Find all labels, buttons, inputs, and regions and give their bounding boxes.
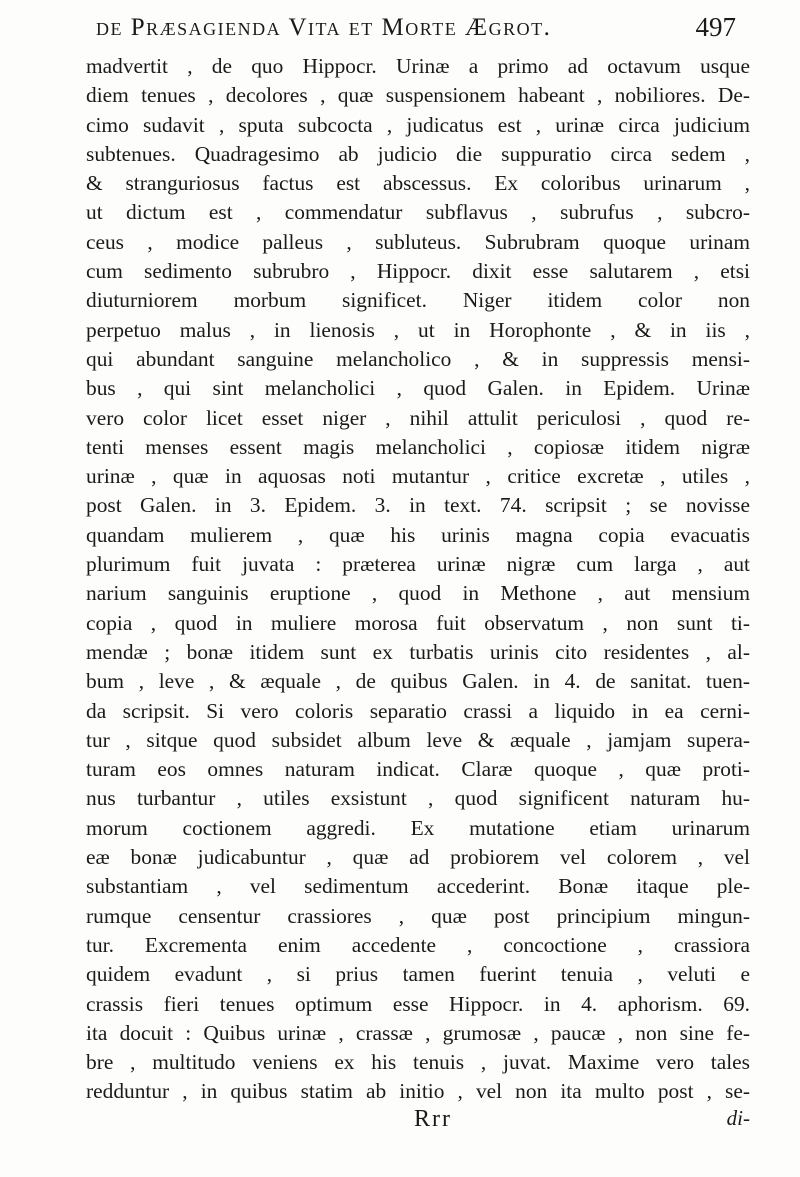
page-footer — [86, 1106, 750, 1138]
text-line: eæ bonæ judicabuntur , quæ ad probiorem vel colorem , vel — [86, 845, 750, 870]
text-line: bum , leve , & æquale , de quibus Galen. in 4. de sanitat. tuen- — [86, 669, 750, 694]
text-line: morum coctionem aggredi. Ex mutatione etiam urinarum — [86, 815, 750, 840]
text-line: subtenues. Quadragesimo ab judicio die suppuratio circa sedem , — [86, 141, 750, 166]
text-line: bre , multitudo veniens ex his tenuis , juvat. Maxime vero tales — [86, 1050, 750, 1075]
text-line: perpetuo malus , in lienosis , ut in Horophonte , & in iis , — [86, 317, 750, 342]
text-line: tur. Excrementa enim accedente , concoctione , crassiora — [86, 932, 750, 957]
text-line: cimo sudavit , sputa subcocta , judicatus est , urinæ circa judicium — [86, 112, 750, 137]
text-line: ut dictum est , commendatur subflavus , subrufus , subcro- — [86, 200, 750, 225]
signature-mark: Rrr — [414, 1106, 452, 1132]
text-line: da scripsit. Si vero coloris separatio crassi a liquido in ea cerni- — [86, 698, 750, 723]
text-line: quandam mulierem , quæ his urinis magna copia evacuatis — [86, 522, 750, 547]
text-line: bus , qui sint melancholici , quod Galen. in Epidem. Urinæ — [86, 376, 750, 401]
text-line: redduntur , in quibus statim ab initio , vel non ita multo post , se- — [86, 1079, 750, 1104]
text-line: diem tenues , decolores , quæ suspensionem habeant , nobiliores. De- — [86, 83, 750, 108]
text-line: cum sedimento subrubro , Hippocr. dixit esse salutarem , etsi — [86, 259, 750, 284]
text-line: nus turbantur , utiles exsistunt , quod significent naturam hu- — [86, 786, 750, 811]
text-line: copia , quod in muliere morosa fuit observatum , non sunt ti- — [86, 610, 750, 635]
text-line: mendæ ; bonæ itidem sunt ex turbatis urinis cito residentes , al- — [86, 639, 750, 664]
text-line: substantiam , vel sedimentum accederint. Bonæ itaque ple- — [86, 874, 750, 899]
text-line: plurimum fuit juvata : præterea urinæ nigræ cum larga , aut — [86, 552, 750, 577]
text-line: rumque censentur crassiores , quæ post principium mingun- — [86, 903, 750, 928]
text-line: & stranguriosus factus est abscessus. Ex coloribus urinarum , — [86, 171, 750, 196]
text-line: ceus , modice palleus , subluteus. Subrubram quoque urinam — [86, 229, 750, 254]
text-line: narium sanguinis eruptione , quod in Methone , aut mensium — [86, 581, 750, 606]
page-header — [96, 8, 736, 48]
text-line: qui abundant sanguine melancholico , & in suppressis mensi- — [86, 346, 750, 371]
text-line: crassis fieri tenues optimum esse Hippocr. in 4. aphorism. 69. — [86, 991, 750, 1016]
catchword: di- — [726, 1106, 750, 1130]
body-text — [86, 52, 750, 1107]
text-line: ita docuit : Quibus urinæ , crassæ , grumosæ , paucæ , non sine fe- — [86, 1020, 750, 1045]
text-line: diuturniorem morbum significet. Niger itidem color non — [86, 288, 750, 313]
text-line: turam eos omnes naturam indicat. Claræ quoque , quæ proti- — [86, 757, 750, 782]
page-number: 497 — [695, 12, 736, 42]
text-line: madvertit , de quo Hippocr. Urinæ a primo ad octavum usque — [86, 54, 750, 78]
running-head: de Præsagienda Vita et Morte Ægrot. — [96, 14, 552, 41]
text-line: post Galen. in 3. Epidem. 3. in text. 74. scripsit ; se novisse — [86, 493, 750, 518]
text-line: urinæ , quæ in aquosas noti mutantur , critice excretæ , utiles , — [86, 464, 750, 489]
text-line: quidem evadunt , si prius tamen fuerint tenuia , veluti e — [86, 962, 750, 987]
text-line: vero color licet esset niger , nihil attulit periculosi , quod re- — [86, 405, 750, 430]
text-line: tur , sitque quod subsidet album leve & æquale , jamjam supera- — [86, 727, 750, 752]
text-line: tenti menses essent magis melancholici , copiosæ itidem nigræ — [86, 434, 750, 459]
